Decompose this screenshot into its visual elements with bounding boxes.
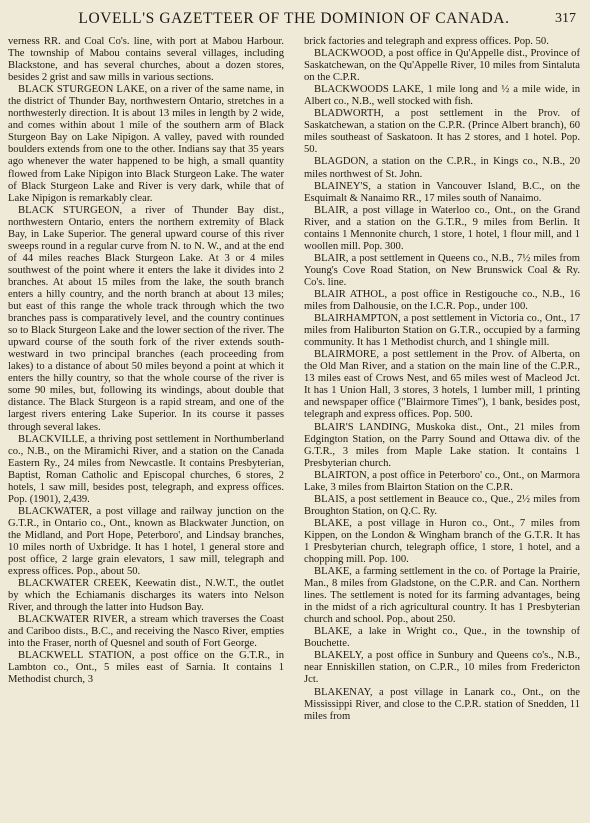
gazetteer-entry: BLACK STURGEON LAKE, on a river of the same name, in the district of Thunder Bay, northwestern Ontario, stretches in a northwesterly direction. It is about 13 miles in length by 2 wide, and comes within about 1 mile of the southern arm of Black Sturgeon Bay on Lake Nipigon. A valley, paved with rounded boulders extends from one to the other. Indians say that 35 years ago whenever the water happened to be high, a small quantity flowed from Lake Nipigon into Black Sturgeon Lake. The water of Black Sturgeon Lake and River is very dark, while that of Lake Nipigon is remarkably clear. bbox=[8, 84, 284, 204]
gazetteer-entry: BLAIRMORE, a post settlement in the Prov. of Alberta, on the Old Man River, and a station on the main line of the C.P.R., 13 miles east of Crows Nest, and 65 miles west of Macleod Jct. It has 1 Union Hall, 3 stores, 3 hotels, 1 lumber mill, 1 printing and newspaper office ("Blairmore Times"), 1 bank, besides post, telegraph and express offices. Pop. 500. bbox=[304, 349, 580, 421]
gazetteer-entry: BLAGDON, a station on the C.P.R., in Kings co., N.B., 20 miles northwest of St. John. bbox=[304, 156, 580, 180]
gazetteer-entry: BLADWORTH, a post settlement in the Prov. of Saskatchewan, a station on the C.P.R. (Prince Albert branch), 60 miles southeast of Saskatoon. It has 2 stores, and 1 hotel. Pop. 50. bbox=[304, 108, 580, 156]
gazetteer-entry: BLACKWOODS LAKE, 1 mile long and ½ a mile wide, in Albert co., N.B., well stocked with fish. bbox=[304, 84, 580, 108]
gazetteer-entry: BLAKENAY, a post village in Lanark co., Ont., on the Mississippi River, and close to the C.P.R. station of Snedden, 11 miles from bbox=[304, 686, 580, 722]
gazetteer-entry: brick factories and telegraph and express offices. Pop. 50. bbox=[304, 36, 549, 47]
gazetteer-entry: verness RR. and Coal Co's. line, with port at Mabou Harbour. The township of Mabou contains several villages, including Blackstone, and has several churches, about a dozen stores, besides 2 grist and saw mills in various sections. bbox=[8, 36, 284, 84]
page-number: 317 bbox=[555, 11, 576, 26]
gazetteer-entry: BLAIRTON, a post office in Peterboro' co., Ont., on Marmora Lake, 3 miles from Blairton Station on the C.P.R. bbox=[304, 469, 580, 493]
gazetteer-entry: BLAIR, a post village in Waterloo co., Ont., on the Grand River, and a station on the G.T.R., 9 miles from Berlin. It contains 1 Mennonite church, 1 store, 1 hotel, 1 flour mill, and 1 woollen mill. Pop. 300. bbox=[304, 204, 580, 252]
left-column bbox=[8, 36, 284, 819]
gazetteer-entry: BLACKVILLE, a thriving post settlement in Northumberland co., N.B., on the Miramichi River, and a station on the Canada Eastern Ry., 24 miles from Newcastle. It contains Presbyterian, Baptist, Roman Catholic and Episcopal churches, 6 stores, 2 hotels, 1 saw mill, besides post, telegraph, and express offices. Pop. (1901), 2,439. bbox=[8, 433, 284, 505]
gazetteer-entry: BLACKWOOD, a post office in Qu'Appelle dist., Province of Saskatchewan, on the Qu'Appelle River, 10 miles from Sintaluta on the C.P.R. bbox=[304, 48, 580, 84]
gazetteer-entry: BLAIR ATHOL, a post office in Restigouche co., N.B., 16 miles from Dalhousie, on the I.C.R. Pop., under 100. bbox=[304, 288, 580, 313]
gazetteer-entry: BLACKWATER, a post village and railway junction on the G.T.R., in Ontario co., Ont., known as Blackwater Junction, on the Midland, and Port Hope, Peterboro', and Lindsay branches, 10 miles north of Uxbridge. It has 1 hotel, 1 general store and post office, 2 large grain elevators, 1 saw mill, telegraph and express offices. Pop., about 50. bbox=[8, 505, 284, 578]
gazetteer-entry: BLACKWATER CREEK, Keewatin dist., N.W.T., the outlet by which the Echiamanis discharges its waters into Nelson River, and through the latter into Hudson Bay. bbox=[8, 578, 284, 614]
gazetteer-entry: BLAIRHAMPTON, a post settlement in Victoria co., Ont., 17 miles from Haliburton Station on G.T.R., occupied by a farming community. It has 1 Methodist church, and 1 shingle mill. bbox=[304, 313, 580, 349]
header-title: LOVELL'S GAZETTEER OF THE DOMINION OF CANADA. bbox=[78, 10, 510, 27]
gazetteer-entry: BLAIS, a post settlement in Beauce co., Que., 2½ miles from Broughton Station, on Q.C. Ry. bbox=[304, 493, 580, 517]
gazetteer-entry: BLAKE, a lake in Wright co., Que., in the township of Bouchette. bbox=[304, 626, 580, 650]
gazetteer-entry: BLACKWELL STATION, a post office on the G.T.R., in Lambton co., Ont., 5 miles east of Sarnia. It contains 1 Methodist church, 3 bbox=[8, 650, 284, 686]
gazetteer-entry: BLAKE, a post village in Huron co., Ont., 7 miles from Kippen, on the London & Wingham branch of the G.T.R. It has 1 Presbyterian church, telegraph office, 1 store, 1 hotel, and a chopping mill. Pop. 100. bbox=[304, 517, 580, 566]
gazetteer-entry: BLAKELY, a post office in Sunbury and Queens co's., N.B., near Enniskillen station, on C.P.R., 10 miles from Fredericton Jct. bbox=[304, 650, 580, 686]
gazetteer-entry: BLACK STURGEON, a river of Thunder Bay dist., northwestern Ontario, enters the northern extremity of Black Bay, in Lake Superior. The general upward course of this river sweeps round in a regular curve from N. to N. W., and at the end of 44 miles reaches Black Sturgeon Lake. At 3 or 4 miles southwest of the point where it enters the lake it divides into 2 branches. At about 15 miles from the lake, the south branch enters a hilly country, and the north branch at about 13 miles; but east of this range the whole track through which the two branches pass is comparatively level, and the country continues so to Black Sturgeon Lake and the lower section of the river. The upward course of the south fork of the river extends south-westward in two principal branches (each proceeding from lakes) to a distance of about 50 miles beyond a point at which it enters the hilly country, so that the whole course of the river is some 90 miles, but, following its windings, about double that distance. The Black Sturgeon is a rapid stream, and one of the largest rivers entering Lake Superior. In its course it passes through several lakes. bbox=[8, 204, 284, 433]
gazetteer-entry: BLAIR'S LANDING, Muskoka dist., Ont., 21 miles from Edgington Station, on the Parry Sound and Ottawa div. of the G.T.R., 3 miles from Maple Lake station. It contains 1 Presbyterian church. bbox=[304, 421, 580, 469]
gazetteer-entry: BLAKE, a farming settlement in the co. of Portage la Prairie, Man., 8 miles from Gladstone, on the C.P.R. and Can. Northern lines. The settlement is noted for its farming advantages, being in the midst of a rich agricultural country. It has 1 Presbyterian church and school. Pop., about 250. bbox=[304, 566, 580, 626]
gazetteer-entry: BLAINEY'S, a station in Vancouver Island, B.C., on the Esquimalt & Nanaimo RR., 17 miles south of Nanaimo. bbox=[304, 180, 580, 204]
gazetteer-entry: BLAIR, a post settlement in Queens co., N.B., 7½ miles from Young's Cove Road Station, on New Brunswick Coal & Ry. Co's. line. bbox=[304, 252, 580, 288]
right-column bbox=[304, 36, 580, 819]
running-header bbox=[8, 6, 580, 32]
gazetteer-entry: BLACKWATER RIVER, a stream which traverses the Coast and Cariboo dists., B.C., and receiving the Nasco River, empties into the Fraser, north of Quesnel and south of Fort George. bbox=[8, 614, 284, 650]
text-columns bbox=[8, 36, 580, 819]
